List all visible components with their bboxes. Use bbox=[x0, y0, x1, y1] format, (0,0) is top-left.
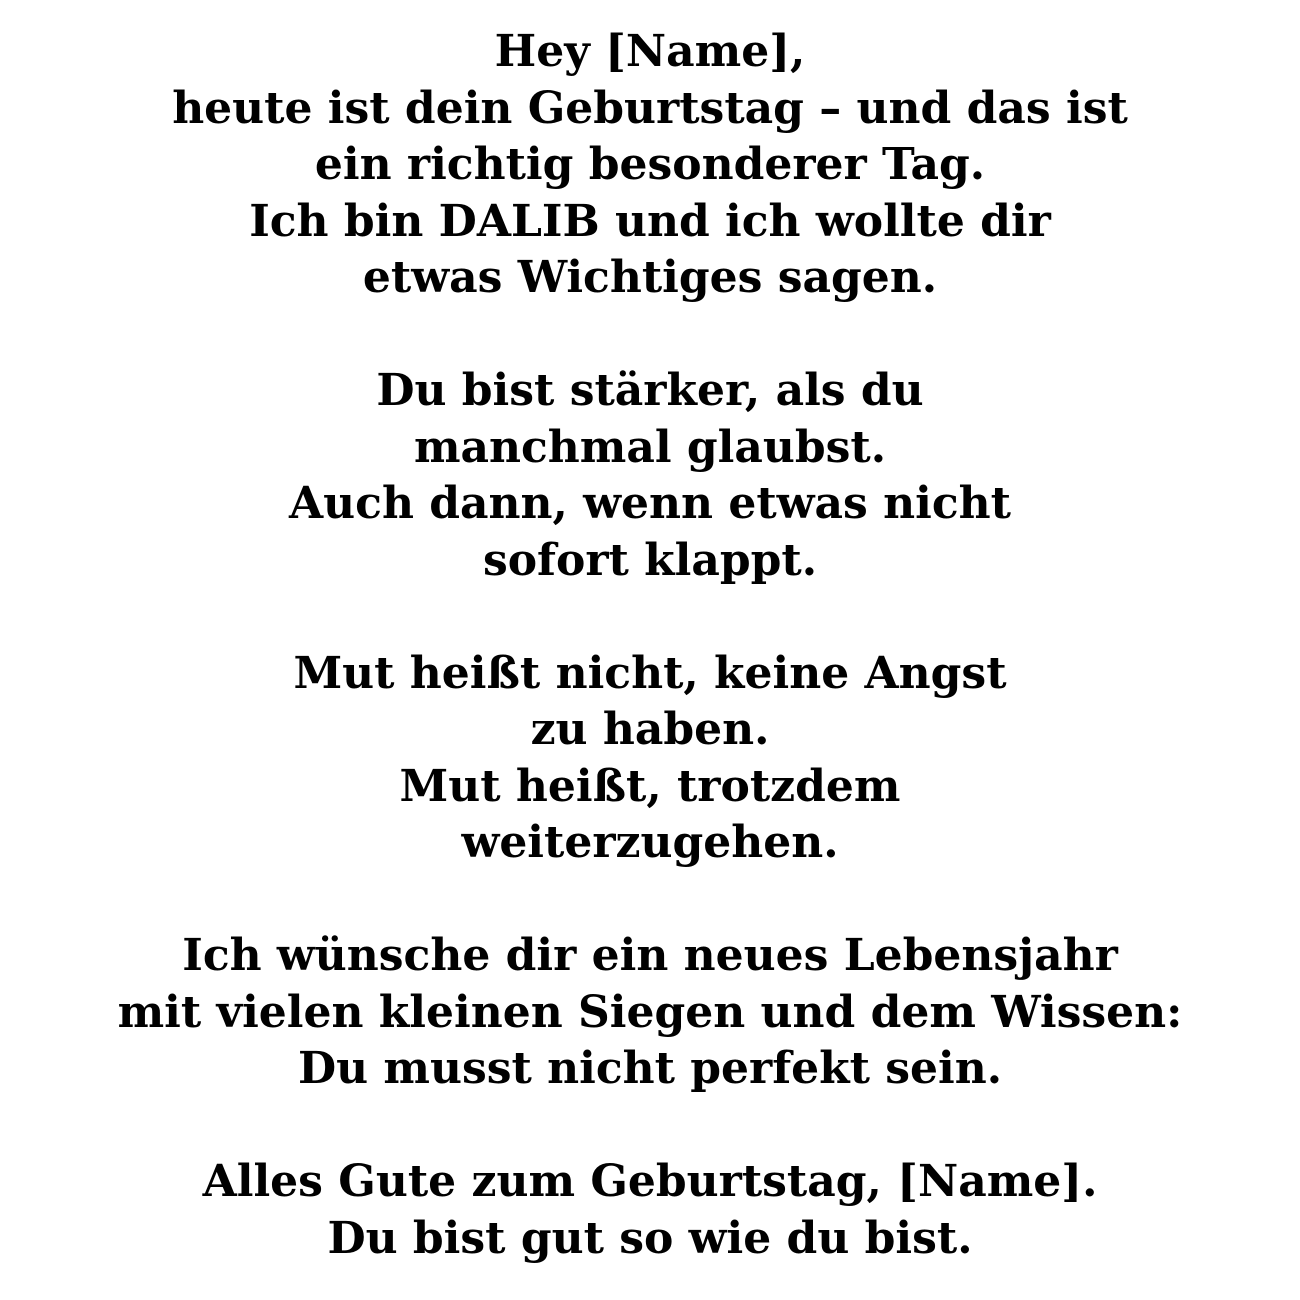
text-line: mit vielen kleinen Siegen und dem Wissen: bbox=[117, 986, 1183, 1038]
text-line: etwas Wichtiges sagen. bbox=[362, 252, 938, 303]
closing-stanza bbox=[0, 1154, 1300, 1267]
greeting-stanza bbox=[0, 24, 1300, 307]
wish-stanza bbox=[0, 928, 1300, 1098]
text-line: Auch dann, wenn etwas nicht bbox=[289, 478, 1011, 529]
text-line: Ich wünsche dir ein neues Lebensjahr bbox=[182, 930, 1118, 981]
birthday-letter bbox=[0, 24, 1300, 1267]
courage-stanza bbox=[0, 646, 1300, 872]
text-line: Mut heißt nicht, keine Angst bbox=[293, 647, 1007, 699]
text-line: Du musst nicht perfekt sein. bbox=[297, 1043, 1003, 1094]
text-line: ein richtig besonderer Tag. bbox=[314, 139, 986, 190]
text-line: Ich bin DALIB und ich wollte dir bbox=[249, 195, 1051, 247]
text-line: Du bist stärker, als du bbox=[376, 365, 924, 416]
text-line: manchmal glaubst. bbox=[413, 421, 887, 473]
closing-line: Alles Gute zum Geburtstag, [Name]. bbox=[202, 1156, 1098, 1207]
text-line: weiterzugehen. bbox=[461, 817, 839, 868]
greeting-line: Hey [Name], bbox=[494, 26, 806, 77]
text-line: sofort klappt. bbox=[482, 534, 818, 586]
text-line: zu haben. bbox=[530, 704, 770, 755]
strength-stanza bbox=[0, 363, 1300, 589]
closing-line: Du bist gut so wie du bist. bbox=[327, 1212, 973, 1264]
text-line: heute ist dein Geburtstag – und das ist bbox=[172, 82, 1128, 134]
text-line: Mut heißt, trotzdem bbox=[399, 760, 901, 812]
